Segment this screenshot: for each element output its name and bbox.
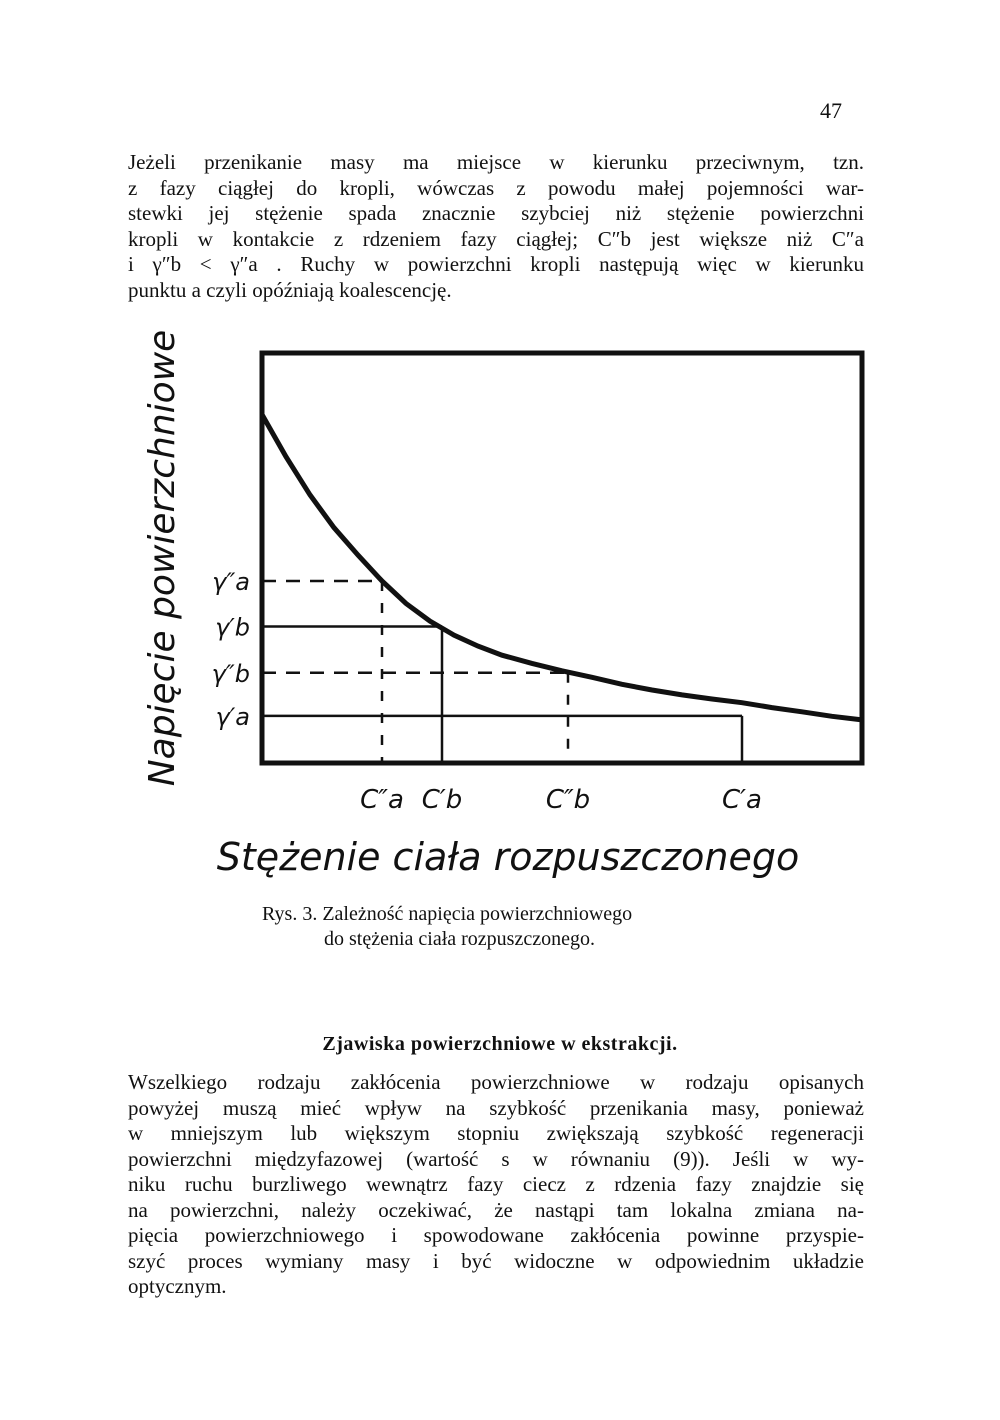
x-axis-label: Stężenie ciała rozpuszczonego xyxy=(216,835,800,879)
x-tick-label: C″a xyxy=(360,785,404,815)
intro-line: z fazy ciągłej do kropli, wówczas z powodu małej pojemności war- xyxy=(128,175,864,200)
intro-line: i γ″b < γ″a . Ruchy w powierzchni kropli następują więc w kierunku xyxy=(128,252,864,276)
body-line: niku ruchu burzliwego wewnątrz fazy ciecz z rdzenia fazy znajdzie się xyxy=(128,1172,864,1196)
x-tick-label: C′b xyxy=(421,785,463,815)
body-line: w mniejszym lub większym stopniu zwiększają szybkość regeneracji xyxy=(128,1121,864,1145)
x-tick-label: C″b xyxy=(545,785,591,815)
plot-frame xyxy=(262,353,862,763)
y-tick-label: γ″a xyxy=(212,567,250,596)
surface-tension-curve xyxy=(262,415,862,720)
x-tick-label: C′a xyxy=(722,785,762,815)
page-number: 47 xyxy=(820,98,842,123)
intro-line: punktu a czyli opóźniają koalescencję. xyxy=(128,277,452,302)
body-line: optycznym. xyxy=(128,1274,227,1298)
body-line: powyżej muszą mieć wpływ na szybkość przenikania masy, ponieważ xyxy=(128,1095,864,1120)
y-tick-label: γ″b xyxy=(211,659,250,688)
body-line: Wszelkiego rodzaju zakłócenia powierzchniowe w rodzaju opisanych xyxy=(128,1070,864,1094)
caption-line: Rys. 3. Zależność napięcia powierzchniowego xyxy=(262,903,633,925)
body-line: pięcia powierzchniowego i spowodowane zakłócenia powinne przyspie- xyxy=(128,1223,864,1247)
intro-line: kropli w kontakcie z rdzeniem fazy ciągłej; C″b jest większe niż C″a xyxy=(128,226,864,251)
intro-line: stewki jej stężenie spada znacznie szybciej niż stężenie powierzchni xyxy=(128,201,864,225)
figure-caption xyxy=(262,902,632,952)
body-line: na powierzchni, należy oczekiwać, że nastąpi tam lokalna zmiana na- xyxy=(128,1197,864,1222)
intro-paragraph xyxy=(128,150,864,303)
intro-line: Jeżeli przenikanie masy ma miejsce w kierunku przeciwnym, tzn. xyxy=(128,150,864,174)
y-tick-label: γ′a xyxy=(215,702,250,731)
y-tick-label: γ′b xyxy=(215,613,250,642)
surface-tension-figure xyxy=(130,330,900,890)
caption-line: do stężenia ciała rozpuszczonego. xyxy=(324,928,595,950)
section-heading: Zjawiska powierzchniowe w ekstrakcji. xyxy=(322,1033,678,1055)
body-line: szyć proces wymiany masy i być widoczne w odpowiednim układzie xyxy=(128,1248,864,1273)
body-paragraph xyxy=(128,1070,864,1300)
y-axis-label: Napięcie powierzchniowe xyxy=(142,330,183,787)
body-line: powierzchni międzyfazowej (wartość s w równaniu (9)). Jeśli w wy- xyxy=(128,1146,864,1171)
